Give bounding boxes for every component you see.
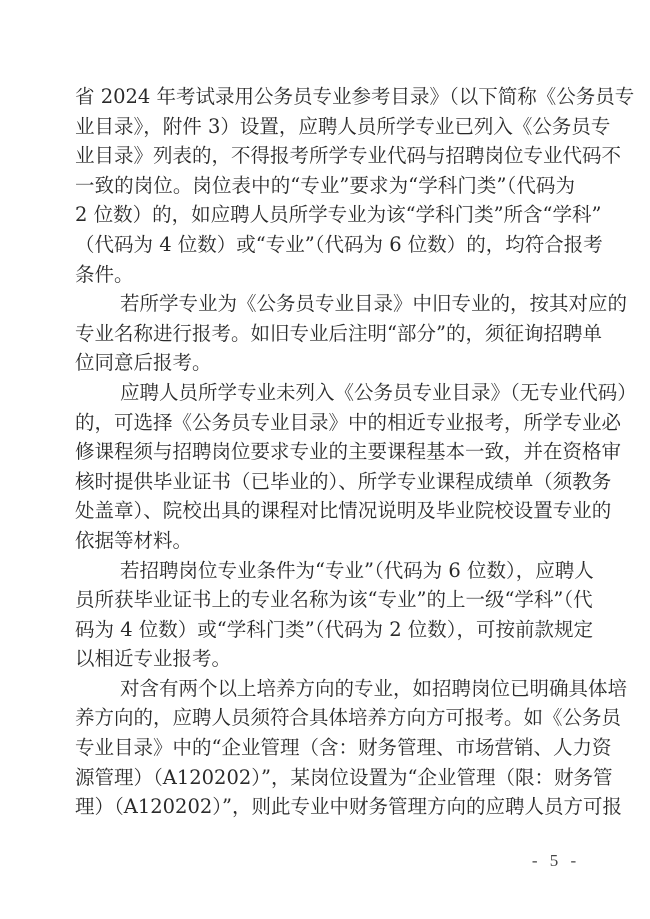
body-text [75,82,637,822]
paragraph-4 [75,556,594,674]
text-line: 以相近专业报考。 [75,647,232,671]
paragraph-1 [75,82,635,289]
text-line: 核时提供毕业证书（已毕业的）、所学专业课程成绩单（须教务 [75,469,612,493]
text-line: 依据等材料。 [75,528,193,552]
text-line: 源管理）（A120202）”，某岗位设置为“企业管理（限：财务管 [75,765,613,789]
text-line: 对含有两个以上培养方向的专业，如招聘岗位已明确具体培 [120,676,628,700]
text-line: 2 位数）的，如应聘人员所学专业为该“学科门类”所含“学科” [75,203,602,227]
paragraph-5 [75,674,628,822]
paragraph-2 [75,289,628,378]
text-line: 修课程须与招聘岗位要求专业的主要课程基本一致，并在资格审 [75,440,622,464]
text-line: 员所获毕业证书上的专业名称为该“专业”的上一级“学科”（代 [75,588,593,612]
text-line: 业目录》列表的，不得报考所学专业代码与招聘岗位专业代码不 [75,144,622,168]
text-line: 专业目录》中的“企业管理（含：财务管理、市场营销、人力资 [75,736,612,760]
text-line: （代码为 4 位数）或“专业”（代码为 6 位数）的，均符合报考 [75,232,603,256]
text-line: 省 2024 年考试录用公务员专业参考目录》（以下简称《公务员专 [75,85,635,108]
text-line: 若招聘岗位专业条件为“专业”（代码为 6 位数），应聘人 [120,558,594,582]
text-line: 条件。 [75,262,134,286]
text-line: 理）（A120202）”，则此专业中财务管理方向的应聘人员方可报 [75,795,622,819]
page-number: - 5 - [531,851,581,870]
text-line: 处盖章）、院校出具的课程对比情况说明及毕业院校设置专业的 [75,499,612,523]
paragraph-3 [75,378,637,556]
text-line: 养方向的，应聘人员须符合具体培养方向方可报考。如《公务员 [75,706,622,730]
text-line: 若所学专业为《公务员专业目录》中旧专业的，按其对应的 [120,292,628,316]
text-line: 一致的岗位。岗位表中的“专业”要求为“学科门类”（代码为 [75,173,575,197]
text-line: 业目录》，附件 3）设置，应聘人员所学专业已列入《公务员专 [75,114,611,138]
text-line: 的，可选择《公务员专业目录》中的相近专业报考，所学专业必 [75,410,622,434]
text-line: 应聘人员所学专业未列入《公务员专业目录》（无专业代码） [120,380,637,404]
text-line: 码为 4 位数）或“学科门类”（代码为 2 位数），可按前款规定 [75,617,594,641]
text-line: 专业名称进行报考。如旧专业后注明“部分”的，须征询招聘单 [75,321,602,345]
text-line: 位同意后报考。 [75,351,212,375]
